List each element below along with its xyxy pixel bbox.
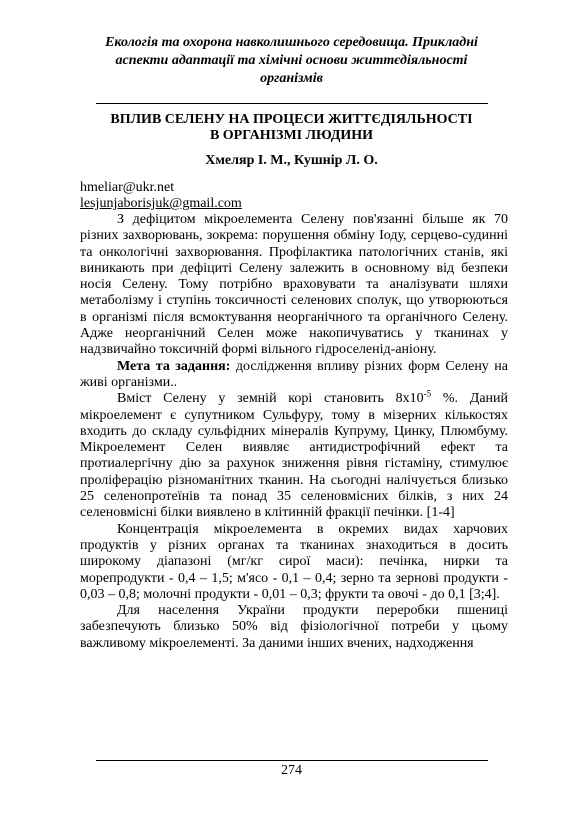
- header-divider: [96, 103, 488, 104]
- paragraph-3: [80, 388, 509, 521]
- article-title: [40, 112, 543, 144]
- footer-divider: [96, 760, 488, 761]
- authors: Хмеляр І. М., Кушнір Л. О.: [205, 153, 378, 168]
- running-header: [40, 34, 543, 88]
- article-title-line: ВПЛИВ СЕЛЕНУ НА ПРОЦЕСИ ЖИТТЄДІЯЛЬНОСТІ: [110, 112, 473, 127]
- paragraph-1: З дефіцитом мікроелемента Селену пов'язанні більше як 70 різних захворювань, зокрема: порушення обміну Іоду, серцево-судинні та онкологічні захворювання. Профілактика патологічних станів, які виникають при дефіциті Селену залежить в основному від безпеки носія Селену. Тому потрібно враховувати та аналізувати шляхи метаболізму і ступінь токсичності селенових сполук, що утворюються в організмі після всмоктування неорганічного та органічного Селену. Адже неорганічний Селен може накопичуватись у тканинах у надзвичайно токсичній формі вільного гідроселенід-аніону.: [80, 212, 508, 358]
- paragraph-2: [80, 359, 508, 392]
- paragraph-3-start: Вміст Селену у земній корі становить 8х10: [117, 391, 424, 407]
- paragraph-4: Концентрація мікроелемента в окремих видах харчових продуктів у різних органах та тканинах знаходиться в досить широкому діапазоні (мг/кг сирої маси): печінка, нирки та морепродукти - 0,4 – 1,5; м'ясо - 0,1 – 0,4; зерно та зернові продукти - 0,03 – 0,8; молочні продукти - 0,01 – 0,3; фрукти та овочі - до 0,1 [3;4].: [80, 521, 508, 602]
- paragraph-3-rest: %. Даний мікроелемент є супутником Сульфуру, тому в мізерних кількостях входить до складу сульфідних мінералів Купруму, Цинку, Плюмбуму. Мікроелемент Селен виявляє антидистрофічний ефект та протиалергічну дію за рахунок зниження рівня гістаміну, стимулює проліферацію різноманітних тканин. На сьогодні налічується близько 25 селенопротеїнів та понад 35 селеновмісних білків, з них 24 селеновмісні білки виявлено в клітинній фракції печінки. [1-4]: [80, 391, 509, 521]
- running-header-line: аспекти адаптації та хімічні основи життєдіяльності: [115, 53, 468, 68]
- exponent: -5: [423, 388, 432, 399]
- article-title-line: В ОРГАНІЗМІ ЛЮДИНИ: [209, 128, 374, 143]
- running-header-line: Екологія та охорона навколишнього середовища. Прикладні: [105, 35, 478, 50]
- aim-text: дослідження впливу різних форм Селену на живі організми..: [80, 358, 508, 390]
- running-header-line: організмів: [260, 71, 323, 86]
- email-1: hmeliar@ukr.net: [80, 180, 175, 195]
- email-2-link[interactable]: lesjunjaborisjuk@gmail.com: [80, 196, 242, 211]
- paragraph-5: Для населення України продукти переробки пшениці забезпечують близько 50% від фізіологічної потреби у цьому важливому мікроелементі. За даними інших вчених, надходження: [80, 603, 508, 651]
- article-body: [80, 212, 508, 652]
- author-emails: [80, 180, 242, 212]
- aim-label: Мета та задання:: [117, 358, 231, 374]
- page-number: 274: [281, 763, 302, 778]
